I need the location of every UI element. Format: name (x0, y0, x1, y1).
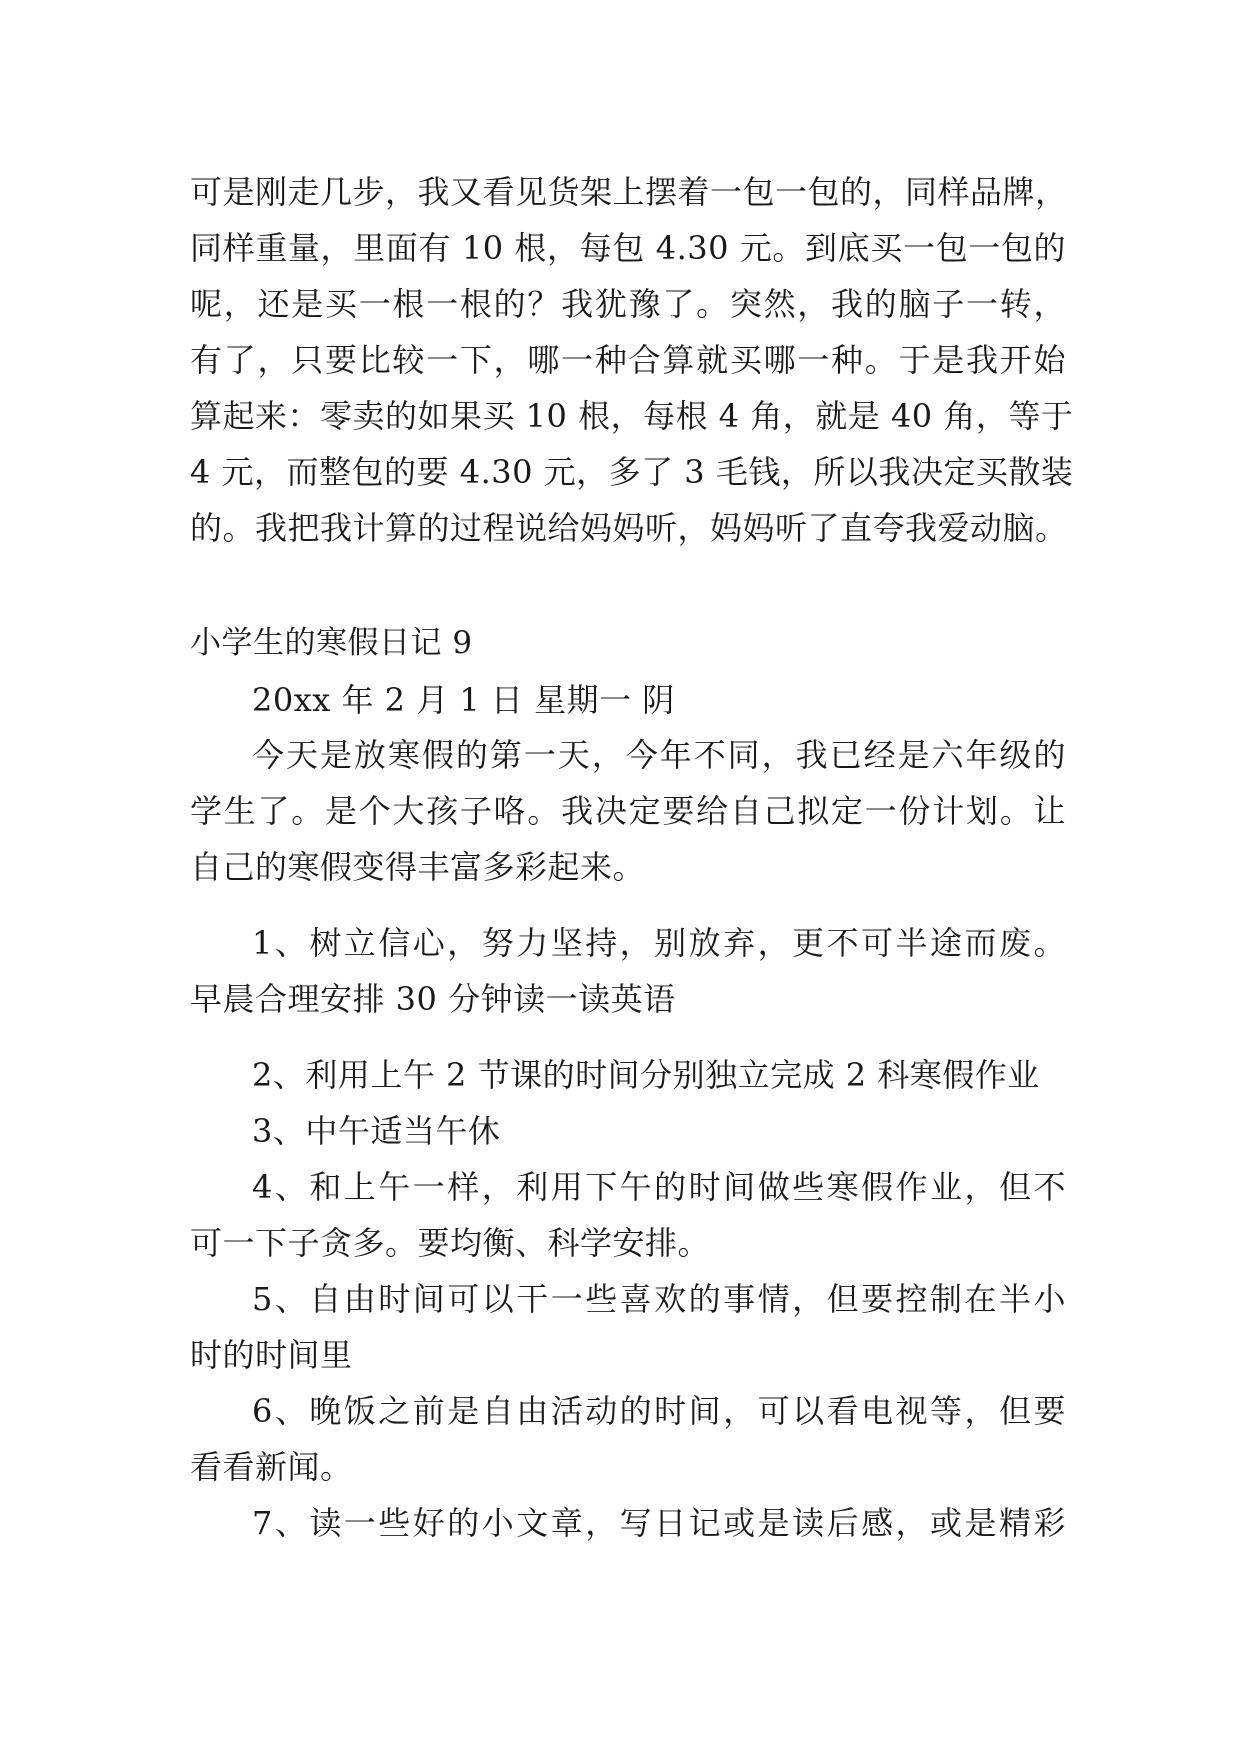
plan-item-6: 6、晚饭之前是自由活动的时间，可以看电视等，但要 (252, 1392, 1066, 1430)
plan-item-4-cont: 可一下子贪多。要均衡、科学安排。 (190, 1224, 711, 1262)
paragraph-line: 4 元，而整包的要 4.30 元，多了 3 毛钱，所以我决定买散装 (190, 453, 1074, 491)
paragraph-line: 算起来：零卖的如果买 10 根，每根 4 角，就是 40 角，等于 (190, 397, 1074, 435)
plan-item-6-cont: 看看新闻。 (190, 1448, 353, 1486)
plan-item-1: 1、树立信心，努力坚持，别放弃，更不可半途而废。 (252, 924, 1066, 962)
intro-line: 自己的寒假变得丰富多彩起来。 (190, 848, 646, 886)
intro-line: 今天是放寒假的第一天，今年不同，我已经是六年级的 (252, 736, 1066, 774)
plan-item-5: 5、自由时间可以干一些喜欢的事情，但要控制在半小 (252, 1280, 1066, 1318)
diary-title: 小学生的寒假日记 9 (190, 625, 473, 661)
plan-item-3: 3、中午适当午休 (252, 1112, 501, 1150)
intro-line: 学生了。是个大孩子咯。我决定要给自己拟定一份计划。让 (190, 792, 1066, 830)
plan-item-4: 4、和上午一样，利用下午的时间做些寒假作业，但不 (252, 1168, 1066, 1206)
diary-date: 20xx 年 2 月 1 日 星期一 阴 (252, 681, 675, 719)
plan-item-2: 2、利用上午 2 节课的时间分别独立完成 2 科寒假作业 (252, 1056, 1040, 1094)
paragraph-line: 同样重量，里面有 10 根，每包 4.30 元。到底买一包一包的 (190, 229, 1066, 267)
plan-item-7: 7、读一些好的小文章，写日记或是读后感，或是精彩 (252, 1504, 1066, 1542)
paragraph-line: 呢，还是买一根一根的？我犹豫了。突然，我的脑子一转， (190, 285, 1066, 323)
plan-item-1-cont: 早晨合理安排 30 分钟读一读英语 (190, 980, 676, 1018)
paragraph-line: 可是刚走几步，我又看见货架上摆着一包一包的，同样品牌， (190, 173, 1068, 211)
paragraph-line: 的。我把我计算的过程说给妈妈听，妈妈听了直夸我爱动脑。 (190, 509, 1068, 547)
paragraph-line: 有了，只要比较一下，哪一种合算就买哪一种。于是我开始 (190, 341, 1066, 379)
plan-item-5-cont: 时的时间里 (190, 1336, 353, 1374)
